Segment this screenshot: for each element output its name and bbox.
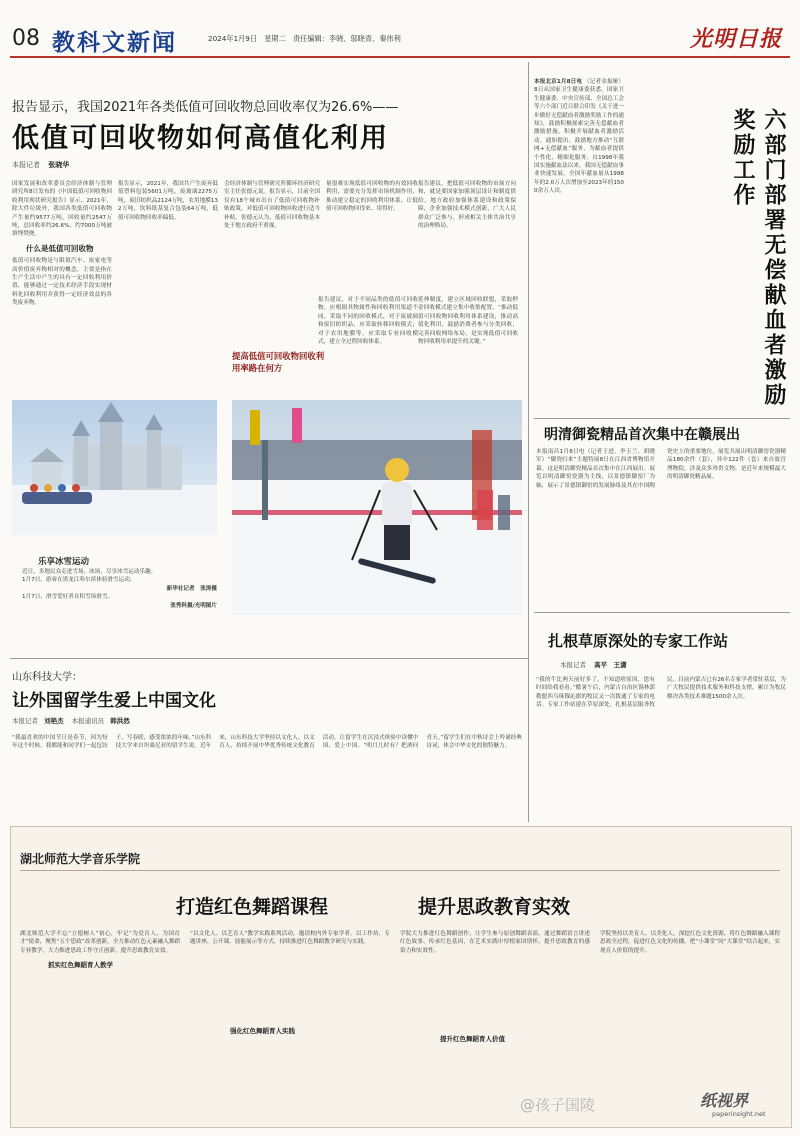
article1-para8: 延伸制度，建立区域回收联盟，采取押金回收模式建立集中收集配置。“推动低值可回收物回收利用体系建设，推动高值化利用，鼓励消费者参与分类回收，完善回收网络布局，是实现低值可回收物回收利用率提升的关键。” <box>418 297 518 346</box>
article1-para7: 报告建议，对于不同品类的低值可回收物，应根据其物属性和回收利用渠道不同，采取不同的回收模式，对于废玻璃和废旧纺织品，应采取转移回收模式；对于农用地膜等，应采取专业回收模式，建立全过程回收体系。 <box>318 297 418 346</box>
hubei-subhead-1: 抓实红色舞蹈育人教学 <box>48 961 113 970</box>
watermark-site: paperinsight.net <box>712 1110 766 1118</box>
article1-subhead: 什么是低值可回收物 <box>26 243 94 253</box>
hubei-col1 <box>20 930 180 1120</box>
expert-byline-label: 本报记者 <box>560 661 586 669</box>
byline-label: 本报记者 <box>12 161 40 169</box>
porcelain-headline: 明清御瓷精品首次集中在赣展出 <box>544 427 740 443</box>
hubei-para2: “以文化人、以艺育人”教学实践系列活动，邀请校内外专家学者，以工作坊、专题讲座、公开课、技能展示等方式，持续推进红色舞蹈教学研究与实践。 <box>190 931 390 946</box>
pull-quote: 提高低值可回收物回收利用率路在何方 <box>232 351 325 373</box>
expert-body: “我的牛比两天前好多了，不知道啥原因，您有时间给我看看。”酷暑午后，内蒙古自治区锡林郭勒盟西乌珠穆沁旗的牧民又一次拨通了专家的电话。专家工作站建在草原深处，扎根基层服务牧民。目前内蒙古已有26名专家学者常驻基层，为广大牧民提供技术服务和科技支撑，累计为牧民解决各类技术难题1500余人次。 <box>536 677 786 709</box>
side-column-rule <box>528 62 529 822</box>
photo-caption-title: 乐享冰雪运动 <box>38 557 90 567</box>
photo-credit-1: 新华社记者 张涛摄 <box>166 585 217 592</box>
photo-caption-line3: 1月7日，滑雪爱好者在积雪场滑雪。 <box>22 594 114 601</box>
section-divider-1 <box>10 658 528 659</box>
article1-col1 <box>12 180 112 410</box>
students-body: “我最喜欢的中国节日是春节，因为每年这个时候，我都能和同学们一起包饺子、写春联，感受浓浓的年味。”山东科技大学来自坦桑尼亚的留学生说。近年来，山东科技大学坚持以文化人、以文育人，持续开展中华优秀传统文化教育活动，让留学生在沉浸式体验中读懂中国、爱上中国。“明月几时有？把酒问青天。”留学生们在中秋诗会上吟诵经典诗词，体会中华文化的独特魅力。 <box>12 735 522 750</box>
expert-byline-name: 高平 王潇 <box>594 661 627 669</box>
students-headline: 让外国留学生爱上中国文化 <box>12 691 216 711</box>
porcelain-body: 本报南昌1月8日电（记者王进、李玉兰、胡晓军）“御瓷归来”主题特展8日在江西省博物馆开幕。这是明清御瓷精品首次集中在江西展出。展览以明清御窑瓷器为主线，以景德镇御窑厂为轴，展示了景德镇御窑的发展脉络及其在中国陶瓷史上的重要地位。展览共展出明清御窑瓷器精品180余件（套），其中122件（套）来自故宫博物院，涉及众多珍贵文物，是近年来规模最大的明清御瓷精品展。 <box>536 449 786 489</box>
hubei-headline-right: 提升思政教育实效 <box>418 896 571 918</box>
photo-caption-text: 近日，多地民众走进雪场、冰场，尽享冰雪运动乐趣。 <box>22 569 157 575</box>
hubei-tag: 湖北师范大学音乐学院 <box>20 852 141 866</box>
blood-body-col1 <box>534 78 624 408</box>
hubei-para3: 学院大力推进红色舞蹈创作，让学生参与原创舞蹈表演，通过舞蹈语言讲述红色故事、传承红色基因，在艺术实践中厚植家国情怀，提升思政教育的感染力和实效性。 <box>400 931 590 954</box>
blood-body-col2 <box>630 78 720 408</box>
skier-photo <box>232 400 522 615</box>
hubei-subhead-3: 提升红色舞蹈育人价值 <box>440 1035 505 1044</box>
article1-para3: 报告显示，2021年，我国共产生废弃低值塑料包装5601万吨，废玻璃2275万吨，废旧纺织品2124万吨，农用地膜132万吨，饮料纸基复合包装64万吨，低值可回收物回收率偏低。 <box>118 181 218 221</box>
expert-headline: 扎根草原深处的专家工作站 <box>548 632 729 650</box>
article1-para7-col <box>318 296 418 406</box>
hubei-subhead-2: 强化红色舞蹈育人实践 <box>230 1026 295 1035</box>
students-byline-label: 本报记者 <box>12 717 38 725</box>
article-kicker: 报告显示，我国2021年各类低值可回收物总回收率仅为26.6%—— <box>12 100 399 115</box>
hubei-headline-left: 打造红色舞蹈课程 <box>176 896 329 918</box>
hubei-rule <box>20 870 780 871</box>
article1-col4 <box>326 180 418 300</box>
section-title: 教科文新闻 <box>52 29 177 56</box>
article1-para6: 报告建议，把低值可回收物的市场方向和，就是要国家加强顶层设计和制度供给，地方政府加强体系建设和政策保障，企业加强技术模式创新，广大人民群众广泛参与，形成相关主体共治共享的治理格局。 <box>418 181 516 230</box>
section-divider-2 <box>534 418 790 419</box>
article-byline <box>12 160 69 170</box>
article1-para8-col <box>418 296 518 396</box>
section-divider-3 <box>534 612 790 613</box>
article1-para4: 会经济体制与管理研究所循环经济研究室主任张德元说。报告显示，目前全国仅有18个城市出台了低值可回收物补贴政策，对低值可回收物回收进行适当补贴。张德元认为，低值可回收物基本处于地方政府不重视。 <box>224 181 320 230</box>
blood-body: （记者金振娅）8日从国家卫生健康委获悉，国家卫生健康委、中央宣传部、全国总工会等六个部门近日联合印发《关于进一步做好无偿献血者激励奖励工作的通知》，鼓励积极探索完善无偿献血者激励措施，积极开展献血者激励活动。通知提出，鼓励地方推动“互联网+无偿献血”服务，为献血者提供个性化、精细化服务。自1998年我国实施献血法以来，我国无偿献血事业快速发展，全国年献血量从1998年的2.0万人次增加至2023年的1500余万人次。 <box>534 79 624 195</box>
hubei-col3 <box>400 930 590 1120</box>
article1-col3 <box>224 180 320 410</box>
hubei-para1: 湖北师范大学不忘“立德树人”初心，牢记“为党育人、为国育才”使命，聚焦“五个思政”改革创新，全力推动红色元素融入舞蹈专业教学，大力推进思政工作守正创新，提升思政教育实效。 <box>20 931 180 954</box>
expert-byline <box>560 660 627 669</box>
article1-col2 <box>118 180 218 410</box>
students-byline-label2: 本报通讯员 <box>71 717 105 725</box>
hubei-col2 <box>190 930 390 1120</box>
photo-caption-line2: 1月7日，游客在黑龙江哈尔滨体验滑雪运动。 <box>22 577 136 584</box>
article1-para2: 低值可回收物是与限值汽车、废家电等高价值废弃物相对的概念，主要是指在生产生活中产生的具有一定回收利用价值，能够通过一定技术经济手段实现材料化回收利用并获得一定经济效益的各类废弃物。 <box>12 258 112 307</box>
hubei-col4 <box>600 930 780 1080</box>
blood-dateline: 本报北京1月8日电 <box>534 79 583 85</box>
article-headline: 低值可回收物如何高值化利用 <box>12 123 389 154</box>
article1-para1: 国家发展和改革委员会经济体制与管理研究所8日发布的《中国低值可回收物回收利用现状研究报告》显示，2021年，除大件垃圾外，我国各类低值可回收物产生量约9577万吨，回收量约2547万吨，总回收率约26.6%，约7000万吨被填埋焚烧。 <box>12 181 112 238</box>
newspaper-logo: 光明日报 <box>690 26 783 52</box>
byline-name: 张晓华 <box>48 161 70 169</box>
page-number: 08 <box>12 26 40 51</box>
article1-para5: 量很难实现低值可回收物的有效回收利用，需要充分发挥市场机制作用，推动建立稳定的回收利用体系，让低值可回收物回得来、用得好。 <box>326 181 418 213</box>
students-byline-name: 刘艳杰 <box>44 717 64 725</box>
photo-caption-block <box>22 568 217 638</box>
ice-castle-photo <box>12 400 217 535</box>
masthead-rule <box>10 56 790 58</box>
watermark-logo: 纸视界 <box>700 1091 749 1110</box>
hubei-para4: 学院坚持以美育人、以美化人，深挖红色文化资源，将红色舞蹈融入课程思政全过程，促进红色文化的传播，把“小课堂”同“大课堂”结合起来，实现育人价值的提升。 <box>600 931 780 954</box>
photo-credit-2: 张秀科摄/光明图片 <box>170 602 217 609</box>
students-byline <box>12 716 130 725</box>
watermark-left: @孩子国陵 <box>520 1096 596 1114</box>
blood-headline: 六部门部署无偿献血者激励奖励工作 <box>730 108 787 408</box>
students-byline-name2: 韩洪然 <box>110 717 130 725</box>
students-kicker: 山东科技大学： <box>12 672 82 683</box>
date-line: 2024年1月9日 星期二 责任编辑：李晓、邬晓青、秦伟利 <box>208 34 401 43</box>
